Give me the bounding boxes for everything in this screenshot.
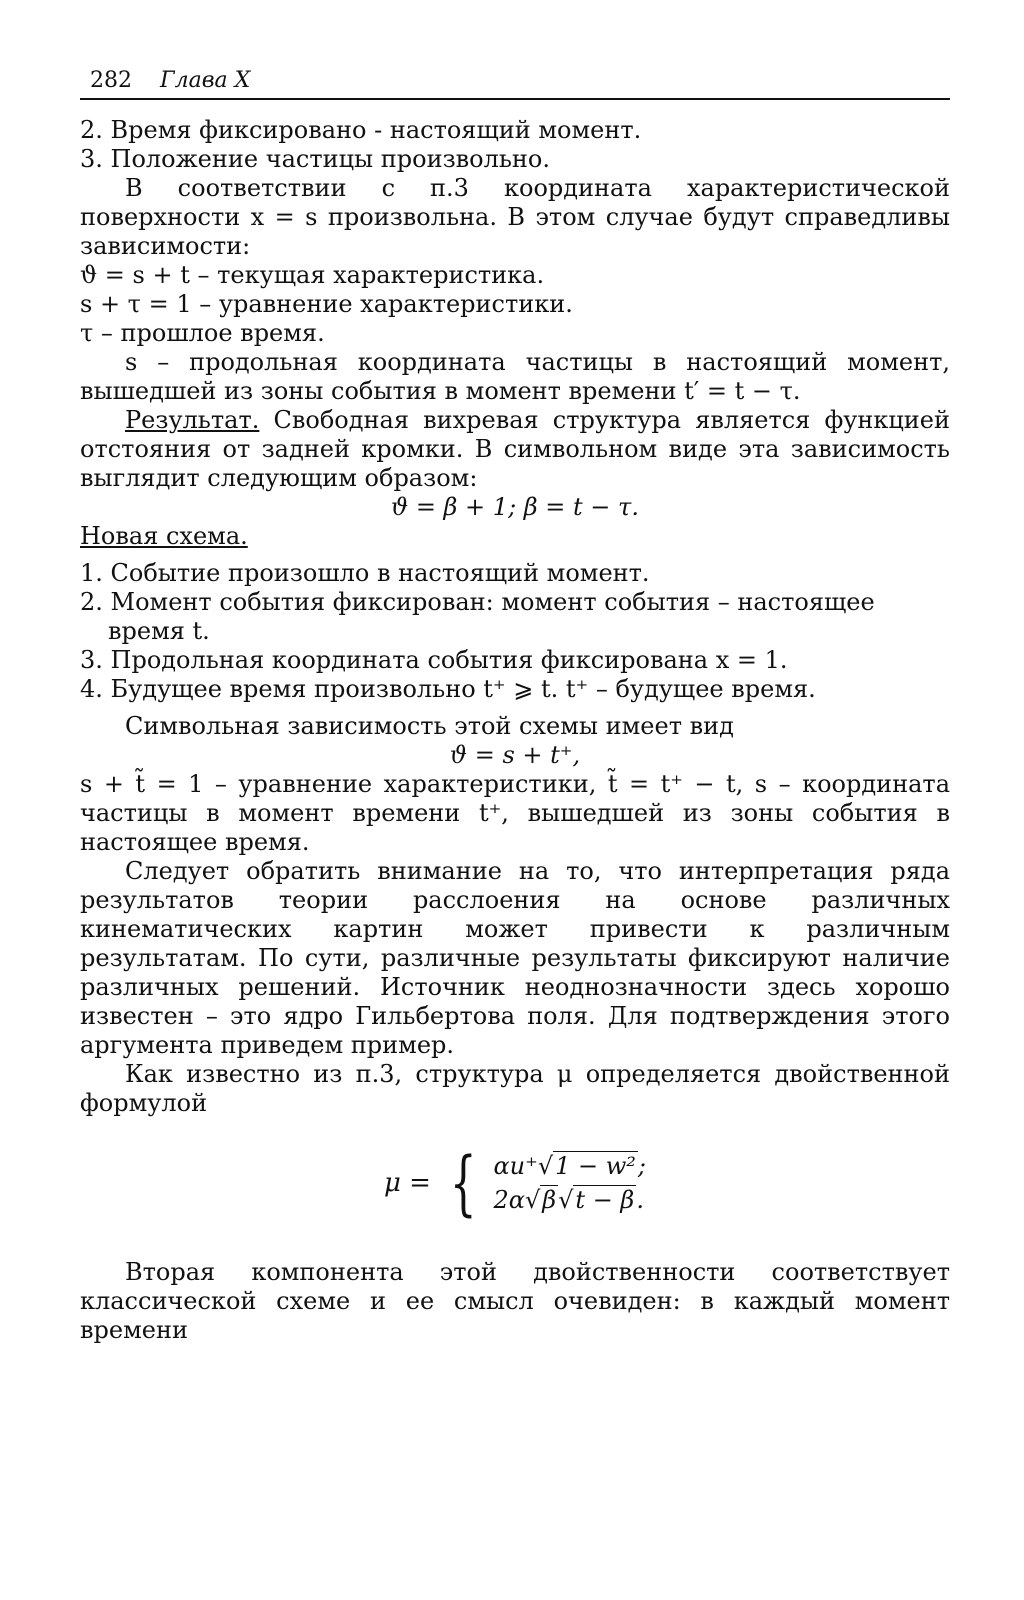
page-number: 282 [90,68,132,93]
section-heading: Новая схема. [80,522,248,550]
list-item: 3. Продольная координата события фиксирована x = 1. [80,646,788,674]
left-brace: { [449,1142,477,1224]
paragraph: В соответствии с п.3 координата характеристической поверхности x = s произвольна. В этом случае будут справедливы зависимости: [80,174,950,260]
page-body [80,116,950,1345]
paragraph: Символьная зависимость этой схемы имеет вид [125,712,734,740]
result-text: Свободная вихревая структура является функцией отстояния от задней кромки. В символьном виде эта зависимость выглядит следующим образом: [80,406,950,492]
list-item: 2. Момент события фиксирован: момент события – настоящее время t. [80,588,875,645]
system-rows [493,1149,646,1217]
dependency-line: ϑ = s + t – текущая характеристика. [80,261,545,289]
paragraph: s + t̃ = 1 – уравнение характеристики, t̃ = t⁺ − t, s – координата частицы в момент времени t⁺, вышедшей из зоны события в настоящее время. [80,770,950,856]
dependency-line: s – продольная координата частицы в настоящий момент, вышедшей из зоны события в момент времени t′ = t − τ. [80,348,950,405]
list-item: 3. Положение частицы произвольно. [80,145,551,173]
paragraph: Вторая компонента этой двойственности соответствует классической схеме и ее смысл очевиден: в каждый момент времени [80,1258,950,1344]
equation-system [80,1142,950,1224]
paragraph: Как известно из п.3, структура μ определяется двойственной формулой [80,1060,950,1117]
dependency-line: s + τ = 1 – уравнение характеристики. [80,290,573,318]
system-row: 2α√β√t − β. [493,1186,644,1214]
equation: ϑ = β + 1; β = t − τ. [391,493,639,521]
dependency-line: τ – прошлое время. [80,319,325,347]
page-header [80,64,950,100]
chapter-title: Глава X [160,68,251,93]
result-label: Результат. [125,406,260,434]
list-item: 4. Будущее время произвольно t⁺ ⩾ t. t⁺ – будущее время. [80,675,816,703]
list-item: 2. Время фиксировано - настоящий момент. [80,116,642,144]
result-paragraph [80,406,950,493]
paragraph: Следует обратить внимание на то, что интерпретация ряда результатов теории расслоения на основе различных кинематических картин может привести к различным результатам. По сути, различные результаты фиксируют наличие различных решений. Источник неоднозначности здесь хорошо известен – это ядро Гильбертова поля. Для подтверждения этого аргумента приведем пример. [80,857,950,1059]
system-row: αu⁺√1 − w²; [493,1152,647,1180]
equation: ϑ = s + t⁺, [449,741,581,769]
list-item: 1. Событие произошло в настоящий момент. [80,559,650,587]
mu-symbol: μ = [383,1167,431,1198]
